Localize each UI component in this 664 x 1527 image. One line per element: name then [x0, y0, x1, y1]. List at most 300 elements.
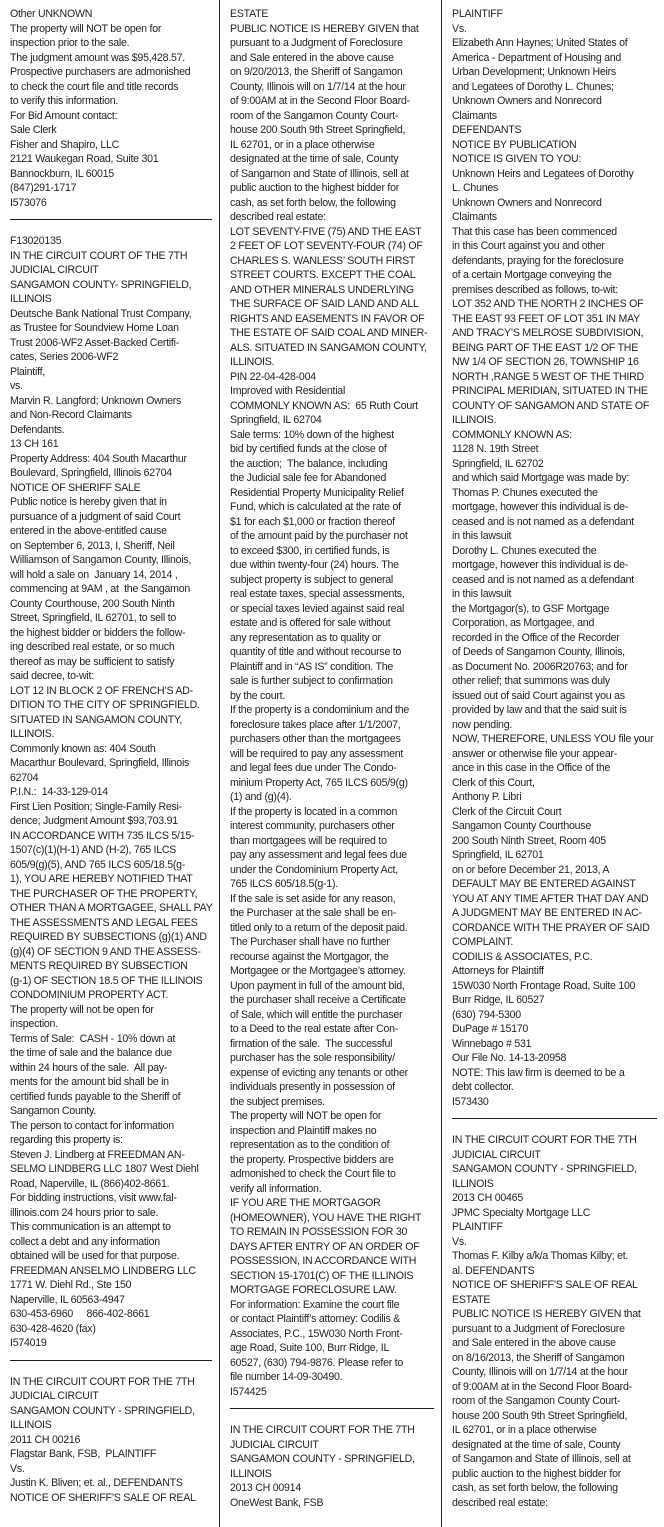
notice-line: said decree, to-wit:: [10, 670, 94, 682]
notice-line: PUBLIC NOTICE IS HEREBY GIVEN that: [230, 22, 419, 35]
notice-line: of a certain Mortgage conveying the: [452, 269, 612, 281]
notice-line: than mortgagees will be required to: [230, 834, 387, 847]
notice-line: firmation of the sale. The successful: [230, 1037, 393, 1050]
notice-line: 2011 CH 00216: [10, 1433, 81, 1446]
notice-line: of 9:00AM at in the Second Floor Board-: [230, 95, 410, 107]
notice-line: OneWest Bank, FSB: [230, 1496, 324, 1509]
notice-line: the Judicial sale fee for Abandoned: [230, 472, 387, 484]
notice-line: public auction to the highest bidder for: [230, 182, 400, 194]
notice-line: commencing at 9AM , at the Sangamon: [10, 583, 191, 595]
notice-line: individuals presently in possession of: [230, 1081, 395, 1093]
notice-line: IF YOU ARE THE MORTGAGOR: [230, 1197, 381, 1209]
notice-line: inspection.: [10, 1018, 58, 1030]
notice-line: 1771 W. Diehl Rd., Ste 150: [10, 1279, 132, 1291]
notice-line: The property will not be open for: [10, 1003, 154, 1016]
notice-line: and which said Mortgage was made by:: [452, 472, 630, 484]
notice-line: the Mortgagor(s), to GSF Mortgage: [452, 602, 610, 615]
notice-line: THE PURCHASER OF THE PROPERTY,: [10, 887, 198, 900]
notice-line: (630) 794-5300: [452, 1008, 521, 1021]
notice-line: Sale Clerk: [10, 124, 57, 136]
notice-line: SECTION 15-1701(C) OF THE ILLINOIS: [230, 1269, 414, 1282]
notice-line: 2 FEET OF LOT SEVENTY-FOUR (74) OF: [230, 240, 423, 252]
notice-line: will hold a sale on January 14, 2014 ,: [10, 568, 178, 581]
notice-line: 60527, (630) 794-9876. Please refer to: [230, 1356, 404, 1369]
notice-line: in this lawsuit: [452, 530, 512, 542]
notice-line: and Sale entered in the above cause: [452, 1337, 616, 1349]
notice-line: 2121 Waukegan Road, Suite 301: [10, 153, 159, 165]
notice-line: debt collector.: [452, 1081, 514, 1093]
notice-line: Bannockburn, IL 60015: [10, 167, 114, 180]
notice-line: or special taxes levied against said real: [230, 602, 405, 615]
notice-line: IL 62701, or in a place otherwise: [230, 138, 375, 151]
notice-line: THE EAST 93 FEET OF LOT 351 IN MAY: [452, 312, 640, 325]
notice-line: ments for the amount bid shall be in: [10, 1076, 169, 1088]
notice-line: subject property is subject to general: [230, 573, 394, 586]
notice-line: titled only to a return of the deposit paid.: [230, 921, 408, 934]
notice-line: This communication is an attempt to: [10, 1221, 171, 1233]
notice-line: the time of sale and the balance due: [10, 1047, 172, 1059]
notice-line: (HOMEOWNER), YOU HAVE THE RIGHT: [230, 1211, 422, 1224]
notice-line: the highest bidder or bidders the follow-: [10, 626, 186, 639]
legal-notice: [10, 7, 216, 210]
notice-line: A JUDGMENT MAY BE ENTERED IN AC-: [452, 907, 642, 919]
notice-line: Springfield, IL 62704: [230, 414, 322, 426]
notice-line: PIN 22-04-428-004: [230, 370, 316, 383]
notice-line: CHARLES S. WANLESS’ SOUTH FIRST: [230, 254, 416, 267]
notice-line: foreclosure takes place after 1/1/2007,: [230, 718, 401, 731]
notice-line: THE ASSESSMENTS AND LEGAL FEES: [10, 916, 198, 929]
notice-line: NOTICE OF SHERIFF SALE: [10, 481, 141, 494]
notice-line: 200 South Ninth Street, Room 405: [452, 834, 606, 847]
notice-line: other relief; that summons was duly: [452, 675, 610, 687]
notice-line: AND OTHER MINERALS UNDERLYING: [230, 283, 414, 296]
notice-line: The person to contact for information: [10, 1119, 174, 1132]
notice-line: $1 for each $1,000 or fraction thereof: [230, 515, 395, 528]
notice-line: ing described real estate, or so much: [10, 641, 175, 653]
notice-line: pursuant to a Judgment of Foreclosure: [452, 1322, 625, 1335]
notice-line: SANGAMON COUNTY - SPRINGFIELD,: [230, 1453, 415, 1465]
notice-line: CONDOMINIUM PROPERTY ACT.: [10, 989, 169, 1001]
notice-line: sale is further subject to confirmation: [230, 675, 393, 687]
notice-line: YOU AT ANY TIME AFTER THAT DAY AND: [452, 892, 649, 905]
notice-line: ILLINOIS: [10, 1419, 52, 1431]
notices-column-1: [0, 0, 220, 1527]
notice-line: room of the Sangamon County Court-: [230, 109, 399, 122]
notice-line: and Sale entered in the above cause: [230, 51, 394, 64]
notice-line: ALS. SITUATED IN SANGAMON COUNTY,: [230, 341, 427, 354]
notice-line: Street, Springfield, IL 62701, to sell to: [10, 612, 177, 624]
notice-line: SANGAMON COUNTY- SPRINGFIELD,: [10, 278, 192, 291]
notice-line: of Sangamon and State of Illinois, sell at: [230, 167, 409, 180]
notice-line: admonished to check the Court file to: [230, 1168, 396, 1180]
notice-line: Williamson of Sangamon County, Illinois,: [10, 554, 192, 566]
notice-line: as Trustee for Soundview Home Loan: [10, 322, 179, 334]
notice-line: quantity of title and without recourse to: [230, 646, 402, 658]
notice-line: IN THE CIRCUIT COURT FOR THE 7TH: [230, 1424, 415, 1436]
notice-line: I573430: [452, 1095, 489, 1108]
notices-column-2: [220, 0, 442, 1527]
notice-line: The property will NOT be open for: [10, 22, 162, 35]
notice-line: For Bid Amount contact:: [10, 109, 118, 122]
notice-line: Boulevard, Springfield, Illinois 62704: [10, 467, 172, 479]
notice-line: Springfield, IL 62702: [452, 457, 544, 470]
notice-line: the purchaser shall receive a Certificate: [230, 994, 406, 1006]
notice-line: Associates, P.C., 15W030 North Front-: [230, 1327, 403, 1340]
notice-line: designated at the time of sale, County: [230, 153, 399, 165]
notice-line: entered in the above-entitled cause: [10, 525, 167, 537]
notice-line: P.I.N.: 14-33-129-014: [10, 786, 108, 798]
notice-line: If the sale is set aside for any reason,: [230, 892, 396, 905]
notice-line: ESTATE: [230, 8, 269, 20]
notice-line: DAYS AFTER ENTRY OF AN ORDER OF: [230, 1240, 420, 1253]
notice-line: If the property is located in a common: [230, 805, 398, 818]
notice-line: expense of evicting any tenants or other: [230, 1066, 408, 1079]
notice-line: REQUIRED BY SUBSECTIONS (g)(1) AND: [10, 931, 207, 943]
notice-line: NW 1/4 OF SECTION 26, TOWNSHIP 16: [452, 356, 639, 368]
notice-line: Justin K. Bliven; et. al., DEFENDANTS: [10, 1477, 183, 1489]
notice-line: I573076: [10, 196, 47, 209]
legal-notice: [230, 1423, 438, 1510]
notice-line: on 9/20/2013, the Sheriff of Sangamon: [230, 66, 403, 78]
notice-line: ILLINOIS: [10, 293, 52, 305]
notice-line: NOTICE IS GIVEN TO YOU:: [452, 153, 582, 165]
notice-line: If the property is a condominium and the: [230, 704, 410, 716]
notice-line: Sangamon County.: [10, 1105, 96, 1117]
notice-line: mortgage, however this individual is de-: [452, 559, 629, 571]
notice-line: Vs.: [452, 22, 467, 35]
notice-line: Plaintiff,: [10, 365, 45, 378]
notice-line: house 200 South 9th Street Springfield,: [230, 124, 406, 136]
notice-line: AND TRACY’S MELROSE SUBDIVISION,: [452, 327, 644, 339]
notice-line: Sale terms: 10% down of the highest: [230, 428, 394, 441]
notice-line: minium Property Act, 765 ILCS 605/9(g): [230, 776, 408, 789]
notice-line: POSSESSION, IN ACCORDANCE WITH: [230, 1255, 417, 1267]
notice-line: First Lien Position; Single-Family Resi-: [10, 800, 182, 813]
notice-line: ILLINOIS.: [230, 356, 275, 368]
notice-line: vs.: [10, 380, 23, 392]
legal-notice: [452, 1133, 661, 1510]
notice-line: LOT 352 AND THE NORTH 2 INCHES OF: [452, 298, 644, 310]
notice-line: estate and is offered for sale without: [230, 617, 391, 629]
notice-line: CORDANCE WITH THE PRAYER OF SAID: [452, 921, 650, 934]
notice-line: and Legatees of Dorothy L. Chunes;: [452, 80, 614, 93]
notice-line: Elizabeth Ann Haynes; United States of: [452, 37, 628, 49]
notice-line: thereof as may be sufficient to satisfy: [10, 655, 175, 668]
notice-line: County, Illinois will on 1/7/14 at the hour: [230, 80, 406, 93]
notice-line: Terms of Sale: CASH - 10% down at: [10, 1032, 176, 1045]
notice-line: to exceed $300, in certified funds, is: [230, 544, 390, 557]
notice-line: IN ACCORDANCE WITH 735 ILCS 5/15-: [10, 829, 195, 842]
notice-line: The judgment amount was $95,428.57.: [10, 51, 185, 64]
notice-line: FREEDMAN ANSELMO LINDBERG LLC: [10, 1264, 196, 1277]
notice-line: Burr Ridge, IL 60527: [452, 994, 545, 1006]
notice-line: America - Department of Housing and: [452, 51, 622, 64]
notice-line: Vs.: [10, 1462, 25, 1475]
notice-line: THE SURFACE OF SAID LAND AND ALL: [230, 298, 419, 310]
notice-line: Public notice is hereby given that in: [10, 496, 167, 508]
notice-line: DEFAULT MAY BE ENTERED AGAINST: [452, 878, 636, 890]
legal-notice: [10, 234, 216, 1351]
notice-line: real estate taxes, special assessments,: [230, 588, 405, 600]
notice-line: on 8/16/2013, the Sheriff of Sangamon: [452, 1351, 625, 1364]
notice-line: collect a debt and any information: [10, 1235, 160, 1248]
notice-line: Upon payment in full of the amount bid,: [230, 979, 405, 992]
notice-line: Road, Naperville, IL (866)402-8661.: [10, 1177, 170, 1190]
notice-line: The Purchaser shall have no further: [230, 936, 390, 948]
notice-line: BEING PART OF THE EAST 1/2 OF THE: [452, 341, 639, 354]
notice-line: 62704: [10, 771, 39, 784]
notice-line: file number 14-09-30490.: [230, 1371, 343, 1383]
notice-line: recorded in the Office of the Recorder: [452, 631, 620, 644]
notice-line: Improved with Residential: [230, 385, 346, 397]
notice-line: to check the court file and title records: [10, 80, 179, 93]
notice-line: Macarthur Boulevard, Springfield, Illinois: [10, 757, 190, 769]
notice-line: Claimants: [452, 211, 497, 223]
notice-line: Unknown Owners and Nonrecord: [452, 196, 602, 209]
notice-line: DuPage # 15170: [452, 1023, 529, 1035]
notice-line: COMMONLY KNOWN AS:: [452, 428, 572, 441]
notice-line: provided by law and that the said suit is: [452, 704, 627, 716]
notice-line: room of the Sangamon County Court-: [452, 1395, 621, 1407]
notice-line: the subject premises.: [230, 1095, 325, 1108]
notice-line: on September 6, 2013, I, Sheriff, Neil: [10, 539, 175, 552]
notice-line: as Document No. 2006R20763; and for: [452, 660, 628, 673]
notice-line: OTHER THAN A MORTGAGEE, SHALL PAY: [10, 902, 213, 914]
notice-line: ceased and is not named as a defendant: [452, 515, 634, 528]
notice-line: 1507(c)(1)(H-1) AND (H-2), 765 ILCS: [10, 844, 177, 856]
notice-line: in this lawsuit: [452, 588, 512, 600]
notice-line: Attorneys for Plaintiff: [452, 965, 544, 977]
notice-line: 1128 N. 19th Street: [452, 443, 539, 455]
notices-column-3: [442, 0, 664, 1527]
notice-line: 2013 CH 00914: [230, 1482, 301, 1494]
notice-line: obtained will be used for that purpose.: [10, 1250, 180, 1262]
notice-line: in this Court against you and other: [452, 240, 605, 252]
notice-line: within 24 hours of the sale. All pay-: [10, 1061, 168, 1074]
notice-line: County Courthouse, 200 South Ninth: [10, 597, 175, 610]
notice-line: 13 CH 161: [10, 438, 59, 450]
notice-line: age Road, Suite 100, Burr Ridge, IL: [230, 1342, 390, 1354]
notice-line: issued out of said Court against you as: [452, 689, 625, 702]
notice-line: Thomas P. Chunes executed the: [452, 486, 598, 499]
notice-line: 765 ILCS 605/18.5(g-1).: [230, 878, 338, 890]
notice-line: CODILIS & ASSOCIATES, P.C.: [452, 950, 593, 963]
notice-line: of Sangamon and State of Illinois, sell at: [452, 1453, 631, 1465]
notice-line: Unknown Heirs and Legatees of Dorothy: [452, 167, 634, 180]
notice-line: cash, as set forth below, the following: [452, 1482, 618, 1494]
notice-line: NOTICE BY PUBLICATION: [452, 138, 577, 151]
notice-line: TO REMAIN IN POSSESSION FOR 30: [230, 1226, 408, 1238]
notice-line: to a Deed to the real estate after Con-: [230, 1023, 399, 1035]
notice-line: to verify this information.: [10, 95, 119, 107]
notice-line: by the court.: [230, 689, 286, 702]
notice-line: (847)291-1717: [10, 182, 77, 194]
notice-line: Sangamon County Courthouse: [452, 820, 591, 832]
notice-line: SANGAMON COUNTY - SPRINGFIELD,: [452, 1163, 637, 1175]
notice-line: premises described as follows, to-wit:: [452, 283, 618, 296]
notice-line: IL 62701, or in a place otherwise: [452, 1424, 597, 1436]
notice-line: Other UNKNOWN: [10, 8, 93, 20]
notice-line: described real estate:: [230, 211, 326, 223]
notice-divider: [10, 219, 212, 220]
notice-line: Springfield, IL 62701: [452, 849, 544, 861]
notice-line: NOTICE OF SHERIFF’S SALE OF REAL: [452, 1279, 638, 1291]
notice-line: the property. Prospective bidders are: [230, 1153, 394, 1166]
notice-line: Residential Property Municipality Relief: [230, 486, 404, 499]
notice-line: DITION TO THE CITY OF SPRINGFIELD.: [10, 699, 200, 711]
notice-line: ESTATE: [452, 1293, 491, 1306]
notice-line: STREET COURTS. EXCEPT THE COAL: [230, 269, 416, 281]
notice-line: 1), YOU ARE HEREBY NOTIFIED THAT: [10, 873, 193, 885]
notice-line: COMPLAINT.: [452, 936, 514, 948]
notice-line: COMMONLY KNOWN AS: 65 Ruth Court: [230, 399, 418, 412]
notice-line: bid by certified funds at the close of: [230, 443, 387, 455]
notice-line: certified funds payable to the Sheriff of: [10, 1090, 181, 1103]
notice-line: ILLINOIS: [230, 1467, 272, 1480]
notice-line: answer or otherwise file your appear-: [452, 747, 618, 760]
notice-line: PRINCIPAL MERIDIAN, SITUATED IN THE: [452, 385, 648, 397]
notice-line: Property Address: 404 South Macarthur: [10, 452, 187, 465]
notice-line: dence; Judgment Amount $93,703.91: [10, 815, 178, 827]
notice-line: NOTE: This law firm is deemed to be a: [452, 1066, 625, 1079]
notice-line: of the amount paid by the purchaser not: [230, 530, 408, 542]
notice-line: I574425: [230, 1385, 267, 1398]
notice-line: NOW, THEREFORE, UNLESS YOU file your: [452, 733, 654, 745]
notice-line: Claimants: [452, 109, 497, 122]
notice-line: cates, Series 2006-WF2: [10, 351, 119, 363]
notice-line: Fisher and Shapiro, LLC: [10, 138, 120, 151]
notice-line: designated at the time of sale, County: [452, 1438, 621, 1451]
notice-line: Prospective purchasers are admonished: [10, 66, 191, 78]
notice-line: For information: Examine the court file: [230, 1298, 400, 1311]
notice-line: LOT 12 IN BLOCK 2 OF FRENCH’S AD-: [10, 684, 193, 697]
notice-line: NOTICE OF SHERIFF’S SALE OF REAL: [10, 1491, 196, 1504]
notice-line: ILLINOIS.: [10, 728, 55, 740]
notice-line: Unknown Owners and Nonrecord: [452, 95, 602, 107]
notice-line: IN THE CIRCUIT COURT OF THE 7TH: [10, 249, 188, 262]
notice-line: 15W030 North Frontage Road, Suite 100: [452, 979, 636, 992]
notice-line: regarding this property is:: [10, 1134, 123, 1146]
notice-line: IN THE CIRCUIT COURT FOR THE 7TH: [10, 1375, 195, 1388]
notice-line: Steven J. Lindberg at FREEDMAN AN-: [10, 1148, 185, 1161]
notice-line: NORTH ,RANGE 5 WEST OF THE THIRD: [452, 370, 644, 383]
notice-line: PUBLIC NOTICE IS HEREBY GIVEN that: [452, 1308, 641, 1320]
notice-line: will be required to pay any assessment: [230, 747, 404, 760]
notice-line: 2013 CH 00465: [452, 1192, 523, 1204]
notice-line: Naperville, IL 60563-4947: [10, 1293, 125, 1306]
notice-line: ance in this case in the Office of the: [452, 762, 611, 774]
notice-line: interest community, purchasers other: [230, 820, 395, 832]
notice-line: under the Condominium Property Act,: [230, 863, 398, 876]
notice-line: Clerk of this Court,: [452, 776, 535, 789]
notice-line: public auction to the highest bidder for: [452, 1467, 622, 1480]
notice-divider: [452, 1118, 657, 1119]
notice-line: IN THE CIRCUIT COURT FOR THE 7TH: [452, 1134, 637, 1146]
notice-line: purchasers other than the mortgagees: [230, 733, 401, 745]
notice-line: Deutsche Bank National Trust Company,: [10, 307, 192, 320]
notice-line: pay any assessment and legal fees due: [230, 849, 407, 861]
notice-line: The property will NOT be open for: [230, 1110, 382, 1122]
notice-line: of Deeds of Sangamon County, Illinois,: [452, 646, 625, 658]
notice-line: JUDICIAL CIRCUIT: [452, 1148, 541, 1161]
notice-line: JUDICIAL CIRCUIT: [10, 264, 99, 276]
notice-line: illinois.com 24 hours prior to sale.: [10, 1206, 159, 1219]
notice-line: representation as to the condition of: [230, 1139, 390, 1151]
notice-line: inspection prior to the sale.: [10, 37, 130, 49]
notice-line: purchaser has the sole responsibility/: [230, 1052, 395, 1064]
notice-line: cash, as set forth below, the following: [230, 196, 396, 209]
notice-line: inspection and Plaintiff makes no: [230, 1124, 377, 1137]
notice-line: Corporation, as Mortgagee, and: [452, 617, 595, 629]
notice-line: and Non-Record Claimants: [10, 409, 132, 421]
notice-line: JUDICIAL CIRCUIT: [230, 1438, 319, 1451]
notice-line: Marvin R. Langford; Unknown Owners: [10, 394, 182, 407]
notice-line: JPMC Specialty Mortgage LLC: [452, 1206, 591, 1219]
notice-line: RIGHTS AND EASEMENTS IN FAVOR OF: [230, 312, 425, 325]
notice-line: L. Chunes: [452, 182, 499, 194]
notice-line: pursuance of a judgment of said Court: [10, 510, 181, 523]
notice-line: or contact Plaintiff’s attorney: Codilis &: [230, 1313, 401, 1325]
notice-line: any representation as to quality or: [230, 631, 381, 644]
notice-line: house 200 South 9th Street Springfield,: [452, 1409, 628, 1422]
notice-line: ILLINOIS: [452, 1177, 494, 1190]
notice-line: ceased and is not named as a defendant: [452, 573, 634, 586]
legal-notice: [230, 7, 438, 1399]
notice-line: recourse against the Mortgagor, the: [230, 950, 389, 963]
notice-line: due within twenty-four (24) hours. The: [230, 559, 399, 571]
notice-line: (g-1) OF SECTION 18.5 OF THE ILLINOIS: [10, 974, 203, 987]
notice-line: Mortgagee or the Mortgagee’s attorney.: [230, 965, 406, 977]
notice-line: Commonly known as: 404 South: [10, 742, 156, 755]
notice-line: ILLINOIS.: [452, 414, 497, 426]
notice-line: THE ESTATE OF SAID COAL AND MINER-: [230, 327, 428, 339]
notice-line: SELMO LINDBERG LLC 1807 West Diehl: [10, 1163, 199, 1175]
notice-line: described real estate:: [452, 1496, 548, 1509]
notice-line: That this case has been commenced: [452, 225, 617, 238]
notice-line: SANGAMON COUNTY - SPRINGFIELD,: [10, 1404, 195, 1417]
notice-line: of 9:00AM at in the Second Floor Board-: [452, 1380, 632, 1393]
notice-line: PLAINTIFF: [452, 1221, 503, 1233]
notice-line: Flagstar Bank, FSB, PLAINTIFF: [10, 1448, 157, 1460]
notice-line: Urban Development; Unknown Heirs: [452, 66, 616, 78]
notice-divider: [230, 1408, 434, 1409]
notice-line: verify all information.: [230, 1182, 322, 1195]
notice-line: on or before December 21, 2013, A: [452, 863, 610, 876]
notice-line: For bidding instructions, visit www.fal-: [10, 1192, 177, 1204]
notice-line: MENTS REQUIRED BY SUBSECTION: [10, 960, 188, 972]
notice-line: Trust 2006-WF2 Asset-Backed Certifi-: [10, 336, 179, 349]
notice-line: Anthony P. Libri: [452, 791, 522, 803]
notice-line: Our File No. 14-13-20958: [452, 1052, 567, 1064]
notice-line: defendants, praying for the foreclosure: [452, 254, 624, 267]
legal-notice: [452, 7, 661, 1109]
notice-line: PLAINTIFF: [452, 8, 503, 20]
notice-line: MORTGAGE FORECLOSURE LAW.: [230, 1284, 397, 1296]
notice-line: now pending.: [452, 718, 513, 731]
notice-line: Vs.: [452, 1235, 467, 1248]
notice-line: the Purchaser at the sale shall be en-: [230, 907, 396, 919]
notice-line: Fund, which is calculated at the rate of: [230, 501, 401, 513]
notice-line: Plaintiff and in “AS IS” condition. The: [230, 660, 393, 673]
notice-line: Thomas F. Kilby a/k/a Thomas Kilby; et.: [452, 1250, 629, 1262]
notice-line: LOT SEVENTY-FIVE (75) AND THE EAST: [230, 225, 422, 238]
notice-line: mortgage, however this individual is de-: [452, 501, 629, 513]
notice-line: the auction; The balance, including: [230, 457, 388, 470]
notice-line: 630-428-4620 (fax): [10, 1322, 96, 1335]
notice-line: al. DEFENDANTS: [452, 1264, 535, 1277]
notice-line: COUNTY OF SANGAMON AND STATE OF: [452, 399, 650, 412]
notice-line: SITUATED IN SANGAMON COUNTY,: [10, 713, 183, 726]
